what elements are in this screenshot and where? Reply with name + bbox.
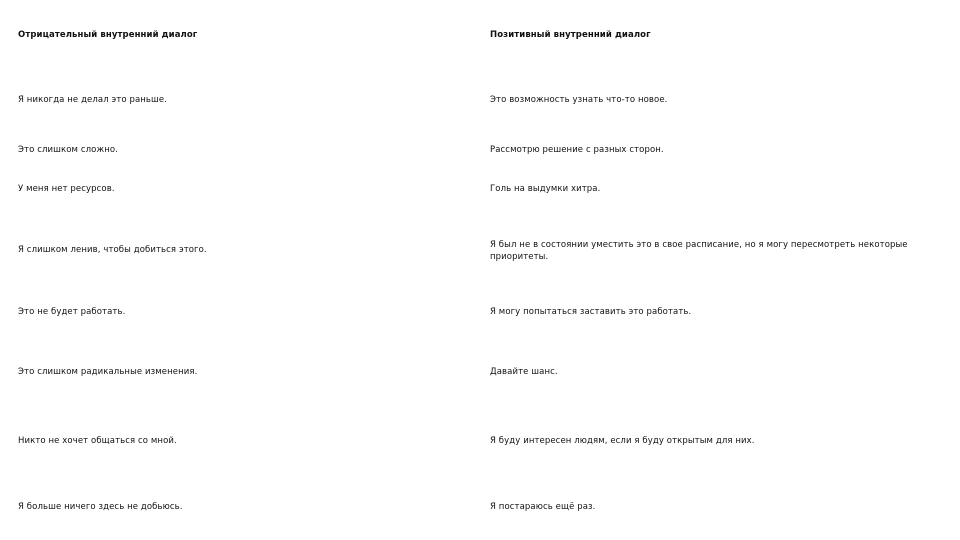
- negative-statement: Я больше ничего здесь не добьюсь.: [18, 502, 183, 512]
- positive-statement: Это возможность узнать что-то новое.: [490, 95, 668, 105]
- negative-statement: Это не будет работать.: [18, 307, 126, 317]
- negative-statement: Это слишком радикальные изменения.: [18, 367, 198, 377]
- positive-statement: Рассмотрю решение с разных сторон.: [490, 145, 664, 155]
- negative-statement: Я никогда не делал это раньше.: [18, 95, 168, 105]
- positive-statement: Я был не в состоянии уместить это в свое расписание, но я могу пересмотреть некоторые приоритеты.: [490, 240, 908, 262]
- negative-statement: Я слишком ленив, чтобы добиться этого.: [18, 245, 207, 255]
- positive-statement: Голь на выдумки хитра.: [490, 184, 601, 194]
- positive-statement: Я буду интересен людям, если я буду открытым для них.: [490, 436, 755, 446]
- negative-statement: Никто не хочет общаться со мной.: [18, 436, 177, 446]
- positive-statement: Я постараюсь ещё раз.: [490, 502, 596, 512]
- negative-statement: У меня нет ресурсов.: [18, 184, 115, 194]
- positive-statement: Я могу попытаться заставить это работать.: [490, 307, 692, 317]
- header-negative: Отрицательный внутренний диалог: [18, 30, 198, 40]
- positive-statement: Давайте шанс.: [490, 367, 558, 377]
- header-positive: Позитивный внутренний диалог: [490, 30, 651, 40]
- negative-statement: Это слишком сложно.: [18, 145, 118, 155]
